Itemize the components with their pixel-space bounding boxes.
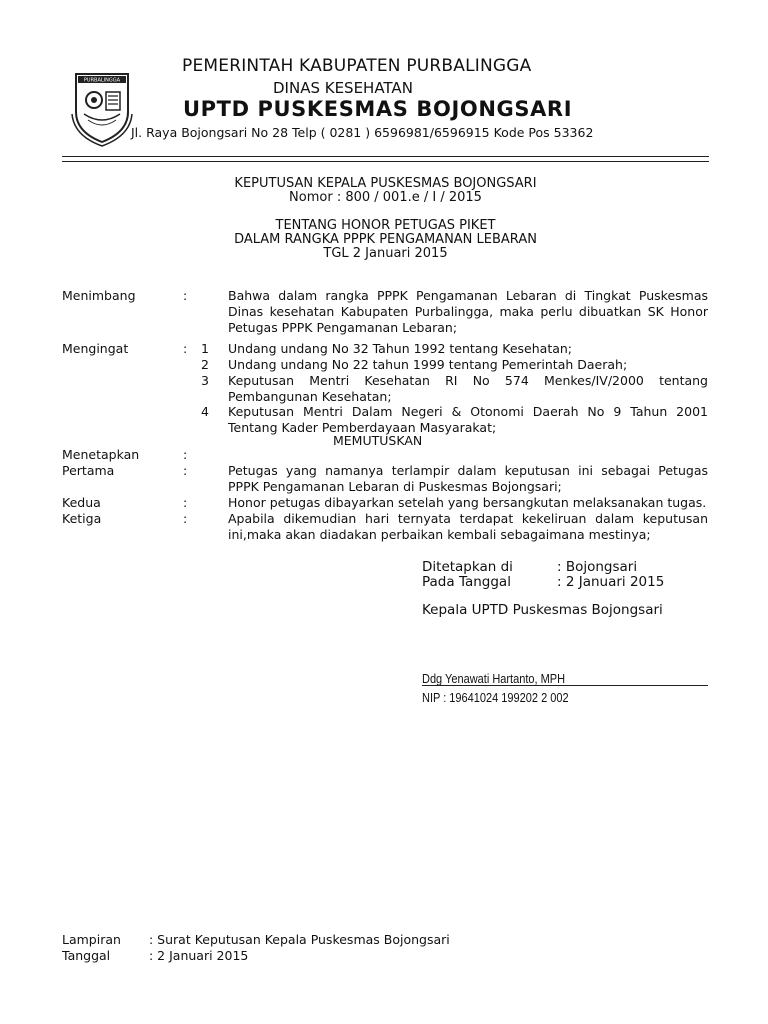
- menetapkan-colon: :: [183, 447, 188, 462]
- letterhead-government: PEMERINTAH KABUPATEN PURBALINGGA: [182, 56, 532, 76]
- decree-title: KEPUTUSAN KEPALA PUSKESMAS BOJONGSARI: [234, 176, 537, 191]
- decree-date: TGL 2 Januari 2015: [323, 246, 448, 261]
- letterhead-institution: UPTD PUSKESMAS BOJONGSARI: [183, 97, 573, 121]
- pertama-colon: :: [183, 463, 188, 478]
- header-divider-thin: [62, 161, 709, 162]
- kedua-colon: :: [183, 495, 188, 510]
- mengingat-item-number: 1: [201, 341, 209, 356]
- lampiran-value: : Surat Keputusan Kepala Puskesmas Bojongsari: [149, 932, 450, 947]
- ketiga-colon: :: [183, 511, 188, 526]
- lampiran-label: Lampiran: [62, 932, 121, 947]
- mengingat-item-text: Keputusan Mentri Kesehatan RI No 574 Menkes/IV/2000 tentang Pembangunan Kesehatan;: [228, 373, 708, 404]
- letterhead-address: Jl. Raya Bojongsari No 28 Telp ( 0281 ) 6596981/6596915 Kode Pos 53362: [131, 125, 594, 140]
- ditetapkan-value: : Bojongsari: [557, 559, 638, 575]
- decree-subject-2: DALAM RANGKA PPPK PENGAMANAN LEBARAN: [234, 232, 537, 247]
- pada-tanggal-label: Pada Tanggal: [422, 574, 511, 590]
- menimbang-label: Menimbang: [62, 288, 136, 303]
- lampiran-tanggal-label: Tanggal: [62, 948, 111, 963]
- ketiga-label: Ketiga: [62, 511, 102, 526]
- mengingat-item-text: Undang undang No 22 tahun 1999 tentang Pemerintah Daerah;: [228, 357, 628, 372]
- signatory-nip: NIP : 19641024 199202 2 002: [422, 691, 569, 705]
- pada-tanggal-value: : 2 Januari 2015: [557, 574, 665, 590]
- mengingat-item-text: Keputusan Mentri Dalam Negeri & Otonomi Daerah No 9 Tahun 2001 Tentang Kader Pemberdayaan Masyarakat;: [228, 404, 708, 435]
- pertama-label: Pertama: [62, 463, 115, 478]
- kedua-label: Kedua: [62, 495, 101, 510]
- signature-underline: [422, 685, 708, 686]
- mengingat-colon: :: [183, 341, 188, 356]
- mengingat-item-text: Undang undang No 32 Tahun 1992 tentang Kesehatan;: [228, 341, 573, 356]
- ketiga-text: Apabila dikemudian hari ternyata terdapat kekeliruan dalam keputusan ini,maka akan diadakan perbaikan kembali sebagaimana mestinya;: [228, 511, 708, 542]
- header-divider-thick: [62, 156, 709, 157]
- signatory-name: Ddg Yenawati Hartanto, MPH: [422, 672, 566, 686]
- mengingat-item-number: 3: [201, 373, 209, 388]
- menimbang-text: Bahwa dalam rangka PPPK Pengamanan Lebaran di Tingkat Puskesmas Dinas kesehatan Kabupaten Purbalingga, maka perlu dibuatkan SK Honor Petugas PPPK Pengamanan Lebaran;: [228, 288, 708, 335]
- menimbang-colon: :: [183, 288, 188, 303]
- memutuskan-heading: MEMUTUSKAN: [333, 433, 423, 448]
- kedua-text: Honor petugas dibayarkan setelah yang bersangkutan melaksanakan tugas.: [228, 495, 707, 510]
- signatory-position: Kepala UPTD Puskesmas Bojongsari: [422, 602, 663, 618]
- decree-number: Nomor : 800 / 001.e / I / 2015: [289, 190, 482, 205]
- mengingat-label: Mengingat: [62, 341, 129, 356]
- letterhead-department: DINAS KESEHATAN: [273, 79, 413, 97]
- logo-caption: PURBALINGGA: [83, 77, 121, 84]
- mengingat-item-number: 2: [201, 357, 209, 372]
- mengingat-item-number: 4: [201, 404, 209, 419]
- lampiran-tanggal-value: : 2 Januari 2015: [149, 948, 249, 963]
- pertama-text: Petugas yang namanya terlampir dalam keputusan ini sebagai Petugas PPPK Pengamanan Lebaran di Puskesmas Bojongsari;: [228, 463, 708, 494]
- ditetapkan-label: Ditetapkan di: [422, 559, 513, 575]
- decree-subject-1: TENTANG HONOR PETUGAS PIKET: [275, 218, 496, 233]
- menetapkan-label: Menetapkan: [62, 447, 140, 462]
- purbalingga-crest-logo: [70, 66, 134, 148]
